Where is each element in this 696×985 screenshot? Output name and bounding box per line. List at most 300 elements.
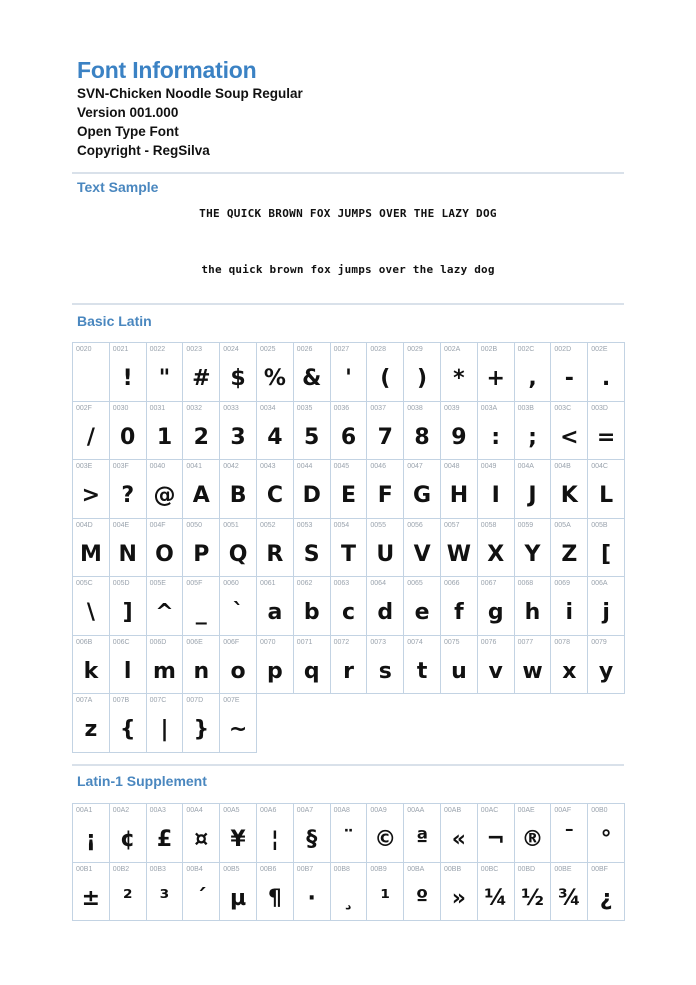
glyph-code: 0071: [296, 638, 313, 646]
glyph-cell: [219, 342, 257, 402]
glyph-sample: *: [453, 366, 465, 391]
glyph-sample: I: [491, 483, 500, 508]
glyph-cell: [330, 459, 368, 519]
glyph-cell: [219, 459, 257, 519]
glyph-sample: 1: [156, 424, 173, 450]
glyph-code: 00B8: [333, 865, 350, 873]
glyph-cell: [587, 342, 625, 402]
glyph-code: 00AF: [554, 807, 572, 814]
glyph-sample: ~: [228, 717, 248, 742]
glyph-code: 00B0: [591, 807, 608, 814]
glyph-sample: ]: [122, 600, 133, 625]
glyph-code: 007E: [223, 697, 240, 704]
glyph-code: 00AA: [407, 807, 425, 814]
glyph-sample: y: [598, 658, 614, 684]
glyph-cell: [550, 401, 588, 461]
glyph-code: 007D: [186, 697, 204, 704]
latin1-supplement-grid: [72, 803, 624, 920]
glyph-code: 00B2: [112, 865, 130, 873]
glyph-sample: v: [488, 658, 503, 684]
glyph-cell: [330, 401, 368, 461]
glyph-cell: [366, 803, 404, 863]
glyph-cell: [477, 803, 515, 863]
glyph-cell: [256, 518, 294, 578]
glyph-sample: V: [413, 541, 431, 567]
glyph-sample: ): [417, 366, 428, 391]
section-heading-latin1-supplement: Latin-1 Supplement: [77, 773, 207, 789]
glyph-cell: [477, 862, 515, 922]
glyph-cell: [587, 459, 625, 519]
glyph-sample: @: [153, 483, 176, 508]
glyph-sample: K: [560, 483, 578, 508]
glyph-code: 0069: [554, 580, 570, 587]
glyph-cell: [440, 518, 478, 578]
glyph-sample: ¾: [557, 885, 581, 911]
glyph-code: 0050: [186, 521, 202, 529]
glyph-sample: C: [266, 483, 283, 508]
divider: [72, 764, 624, 766]
glyph-sample: ©: [374, 827, 397, 852]
glyph-code: 006D: [149, 638, 167, 646]
glyph-sample: ¶: [267, 885, 282, 911]
glyph-code: 006A: [591, 580, 608, 587]
glyph-cell: [514, 342, 552, 402]
glyph-sample: m: [153, 658, 176, 684]
glyph-cell: [219, 693, 257, 753]
glyph-code: 00A1: [76, 807, 93, 814]
glyph-sample: ¹: [380, 885, 391, 911]
glyph-code: 0033: [223, 404, 239, 412]
glyph-code: 006B: [76, 638, 93, 646]
glyph-cell: [293, 635, 331, 695]
glyph-cell: [550, 635, 588, 695]
glyph-cell: [550, 862, 588, 922]
glyph-code: 004D: [76, 521, 93, 529]
glyph-code: 0079: [591, 638, 607, 646]
glyph-sample: O: [155, 541, 174, 567]
glyph-code: 00BB: [444, 865, 462, 873]
glyph-cell: [330, 635, 368, 695]
glyph-sample: _: [195, 600, 207, 625]
glyph-cell: [587, 401, 625, 461]
glyph-sample: #: [192, 366, 211, 391]
glyph-code: 004C: [591, 463, 608, 470]
glyph-cell: [72, 342, 110, 402]
glyph-cell: [182, 518, 220, 578]
glyph-sample: N: [118, 541, 137, 567]
glyph-sample: ¨: [342, 827, 354, 852]
glyph-code: 007B: [112, 697, 130, 704]
glyph-sample: !: [122, 366, 133, 391]
glyph-cell: [330, 342, 368, 402]
glyph-code: 00A4: [186, 807, 203, 814]
glyph-cell: [182, 693, 220, 753]
glyph-code: 00B1: [76, 865, 93, 873]
glyph-code: 005E: [149, 580, 166, 587]
glyph-sample: z: [84, 717, 98, 742]
glyph-code: 0070: [260, 638, 276, 646]
glyph-cell: [109, 459, 147, 519]
glyph-sample: ¼: [484, 885, 508, 911]
glyph-sample: ¥: [230, 827, 246, 852]
glyph-sample: ¿: [599, 885, 613, 911]
glyph-code: 003C: [554, 404, 572, 412]
glyph-code: 003A: [480, 404, 498, 412]
glyph-sample: X: [487, 541, 505, 567]
glyph-code: 0054: [333, 521, 350, 529]
glyph-sample: [: [601, 541, 612, 567]
glyph-cell: [109, 576, 147, 636]
glyph-sample: º: [415, 885, 429, 911]
glyph-cell: [146, 635, 184, 695]
glyph-cell: [293, 401, 331, 461]
glyph-cell: [293, 803, 331, 863]
glyph-code: 0066: [444, 580, 460, 587]
glyph-cell: [587, 803, 625, 863]
glyph-code: 002E: [591, 346, 608, 353]
glyph-sample: 2: [193, 424, 209, 450]
glyph-cell: [587, 862, 625, 922]
glyph-cell: [219, 401, 257, 461]
glyph-sample: <: [560, 424, 579, 450]
glyph-sample: 0: [120, 424, 136, 450]
glyph-cell: [550, 342, 588, 402]
glyph-sample: M: [79, 541, 102, 567]
glyph-code: 003F: [112, 463, 129, 470]
glyph-code: 0078: [554, 638, 570, 646]
glyph-code: 003B: [517, 404, 534, 412]
glyph-code: 00A5: [223, 807, 240, 814]
glyph-cell: [366, 862, 404, 922]
glyph-cell: [146, 518, 184, 578]
glyph-sample: ¢: [120, 827, 136, 852]
glyph-cell: [109, 401, 147, 461]
glyph-code: 0060: [223, 580, 239, 587]
glyph-code: 0038: [407, 404, 423, 412]
glyph-cell: [146, 576, 184, 636]
glyph-cell: [366, 576, 404, 636]
glyph-cell: [330, 862, 368, 922]
glyph-sample: ²: [122, 885, 133, 911]
glyph-sample: D: [302, 483, 321, 508]
section-heading-basic-latin: Basic Latin: [77, 313, 152, 329]
glyph-code: 0026: [296, 346, 313, 353]
glyph-cell: [182, 862, 220, 922]
glyph-sample: ¤: [194, 827, 209, 852]
glyph-code: 0034: [260, 404, 276, 412]
glyph-cell: [293, 342, 331, 402]
glyph-cell: [550, 576, 588, 636]
glyph-code: 0047: [407, 463, 423, 470]
glyph-sample: .: [601, 366, 611, 391]
glyph-cell: [587, 518, 625, 578]
glyph-sample: ": [158, 366, 171, 391]
glyph-code: 0072: [333, 638, 350, 646]
glyph-sample: ^: [155, 600, 174, 625]
glyph-cell: [109, 803, 147, 863]
glyph-code: 0027: [333, 346, 350, 353]
glyph-sample: f: [454, 600, 464, 625]
glyph-code: 002B: [480, 346, 498, 353]
glyph-sample: H: [449, 483, 469, 508]
glyph-sample: b: [303, 600, 320, 625]
glyph-cell: [219, 803, 257, 863]
glyph-sample: }: [193, 717, 210, 742]
glyph-sample: {: [119, 717, 136, 742]
section-heading-text-sample: Text Sample: [77, 179, 159, 195]
glyph-sample: t: [416, 658, 428, 684]
glyph-sample: J: [528, 483, 537, 508]
glyph-sample: p: [267, 658, 283, 684]
glyph-code: 0028: [370, 346, 386, 353]
glyph-cell: [72, 803, 110, 863]
glyph-sample: |: [160, 717, 169, 742]
glyph-code: 006F: [223, 638, 240, 646]
glyph-code: 004A: [517, 463, 534, 470]
glyph-sample: Z: [561, 541, 578, 567]
glyph-code: 00BC: [480, 865, 499, 873]
glyph-code: 0037: [370, 404, 386, 412]
glyph-sample: l: [123, 658, 132, 684]
glyph-sample: &: [302, 366, 322, 391]
glyph-cell: [256, 342, 294, 402]
font-type: Open Type Font: [77, 124, 179, 139]
glyph-code: 0076: [480, 638, 497, 646]
glyph-code: 00B9: [370, 865, 387, 873]
glyph-cell: [256, 401, 294, 461]
glyph-cell: [330, 576, 368, 636]
glyph-cell: [256, 576, 294, 636]
glyph-cell: [182, 459, 220, 519]
glyph-code: 0074: [407, 638, 423, 646]
glyph-cell: [514, 803, 552, 863]
glyph-code: 0058: [480, 521, 497, 529]
glyph-sample: ·: [307, 885, 316, 911]
sample-uppercase: THE QUICK BROWN FOX JUMPS OVER THE LAZY DOG: [199, 207, 497, 220]
glyph-cell: [514, 518, 552, 578]
glyph-cell: [440, 635, 478, 695]
glyph-cell: [403, 803, 441, 863]
glyph-sample: ?: [121, 483, 135, 508]
glyph-code: 004F: [149, 521, 166, 529]
glyph-cell: [219, 862, 257, 922]
glyph-sample: ¦: [270, 827, 279, 852]
glyph-sample: -: [564, 366, 574, 391]
page-title: Font Information: [77, 57, 257, 83]
glyph-sample: ³: [159, 885, 170, 911]
glyph-cell: [293, 518, 331, 578]
glyph-code: 0052: [260, 521, 276, 529]
glyph-cell: [403, 862, 441, 922]
glyph-sample: µ: [229, 885, 247, 911]
glyph-sample: P: [193, 541, 210, 567]
glyph-sample: «: [451, 827, 466, 852]
glyph-sample: B: [229, 483, 247, 508]
glyph-code: 003E: [76, 463, 93, 470]
glyph-cell: [440, 342, 478, 402]
basic-latin-grid: [72, 342, 624, 753]
glyph-cell: [72, 401, 110, 461]
glyph-cell: [477, 342, 515, 402]
glyph-sample: $: [230, 366, 246, 391]
glyph-cell: [403, 401, 441, 461]
glyph-sample: »: [451, 885, 466, 911]
glyph-cell: [146, 459, 184, 519]
glyph-sample: =: [596, 424, 616, 450]
glyph-cell: [72, 862, 110, 922]
glyph-cell: [514, 635, 552, 695]
glyph-cell: [219, 576, 257, 636]
glyph-cell: [109, 693, 147, 753]
glyph-code: 0044: [296, 463, 313, 470]
glyph-sample: ;: [528, 424, 537, 450]
glyph-code: 0073: [370, 638, 386, 646]
glyph-sample: +: [486, 366, 505, 391]
glyph-code: 00BD: [517, 865, 536, 873]
glyph-code: 0040: [149, 463, 166, 470]
glyph-code: 00A3: [149, 807, 166, 814]
glyph-cell: [182, 342, 220, 402]
glyph-code: 00B6: [260, 865, 277, 873]
glyph-code: 0025: [260, 346, 276, 353]
glyph-code: 00BF: [591, 865, 608, 873]
glyph-cell: [366, 635, 404, 695]
glyph-code: 003D: [591, 404, 608, 412]
glyph-sample: Y: [524, 541, 541, 567]
glyph-cell: [293, 459, 331, 519]
glyph-sample: ¡: [85, 827, 96, 852]
glyph-cell: [366, 459, 404, 519]
glyph-cell: [477, 635, 515, 695]
glyph-code: 0063: [333, 580, 350, 587]
glyph-code: 00B4: [186, 865, 203, 873]
glyph-cell: [477, 576, 515, 636]
glyph-cell: [477, 518, 515, 578]
glyph-sample: \: [86, 600, 95, 625]
glyph-code: 006C: [112, 638, 130, 646]
glyph-cell: [109, 518, 147, 578]
glyph-code: 00A8: [333, 807, 350, 814]
glyph-code: 0039: [444, 404, 460, 412]
glyph-code: 005F: [186, 580, 203, 587]
glyph-code: 0036: [333, 404, 350, 412]
glyph-code: 0075: [444, 638, 460, 646]
glyph-code: 0022: [149, 346, 166, 353]
glyph-code: 002C: [517, 346, 535, 353]
glyph-code: 00A6: [260, 807, 277, 814]
sample-lowercase: the quick brown fox jumps over the lazy dog: [201, 263, 495, 276]
glyph-code: 00B7: [296, 865, 314, 873]
glyph-cell: [440, 459, 478, 519]
glyph-sample: S: [303, 541, 320, 567]
glyph-sample: 7: [377, 424, 393, 450]
glyph-sample: U: [376, 541, 395, 567]
glyph-sample: T: [340, 541, 356, 567]
glyph-cell: [182, 401, 220, 461]
glyph-sample: [73, 359, 109, 399]
glyph-sample: a: [267, 600, 283, 625]
glyph-cell: [72, 635, 110, 695]
glyph-code: 0045: [333, 463, 350, 470]
glyph-cell: [587, 635, 625, 695]
glyph-sample: u: [451, 658, 467, 684]
glyph-sample: 6: [340, 424, 357, 450]
glyph-sample: %: [263, 366, 286, 391]
glyph-cell: [403, 635, 441, 695]
glyph-code: 004E: [112, 521, 130, 529]
glyph-sample: x: [562, 658, 577, 684]
glyph-cell: [477, 459, 515, 519]
glyph-code: 007A: [76, 697, 93, 704]
glyph-code: 0043: [260, 463, 276, 470]
glyph-sample: 3: [230, 424, 246, 450]
glyph-sample: £: [156, 827, 173, 852]
glyph-sample: j: [602, 600, 610, 625]
glyph-code: 005A: [554, 521, 571, 529]
glyph-sample: E: [340, 483, 356, 508]
glyph-cell: [550, 459, 588, 519]
glyph-cell: [403, 342, 441, 402]
glyph-code: 0065: [407, 580, 423, 587]
glyph-sample: 8: [414, 424, 430, 450]
glyph-cell: [403, 518, 441, 578]
glyph-sample: :: [491, 424, 501, 450]
glyph-cell: [587, 576, 625, 636]
glyph-code: 0032: [186, 404, 202, 412]
glyph-sample: ': [345, 366, 352, 391]
glyph-sample: ¯: [563, 827, 575, 852]
glyph-code: 007C: [149, 697, 167, 704]
glyph-code: 0064: [370, 580, 386, 587]
glyph-sample: d: [377, 600, 394, 625]
glyph-cell: [256, 459, 294, 519]
glyph-cell: [72, 518, 110, 578]
glyph-code: 0051: [223, 521, 239, 529]
glyph-sample: F: [377, 483, 393, 508]
glyph-code: 005D: [112, 580, 130, 587]
glyph-sample: W: [446, 541, 472, 567]
glyph-code: 0056: [407, 521, 423, 529]
glyph-code: 0046: [370, 463, 386, 470]
glyph-code: 0067: [480, 580, 497, 587]
glyph-code: 00A2: [112, 807, 130, 814]
glyph-sample: s: [378, 658, 392, 684]
glyph-sample: e: [414, 600, 430, 625]
glyph-code: 0059: [517, 521, 534, 529]
glyph-cell: [256, 862, 294, 922]
glyph-code: 0041: [186, 463, 202, 470]
glyph-cell: [514, 576, 552, 636]
glyph-sample: 9: [451, 424, 467, 450]
glyph-sample: L: [599, 483, 614, 508]
glyph-cell: [219, 518, 257, 578]
glyph-code: 0021: [112, 346, 129, 353]
glyph-sample: /: [86, 424, 95, 450]
glyph-sample: ®: [521, 827, 544, 852]
glyph-code: 0029: [407, 346, 423, 353]
glyph-sample: (: [380, 366, 391, 391]
glyph-cell: [109, 635, 147, 695]
glyph-cell: [72, 576, 110, 636]
glyph-code: 004B: [554, 463, 571, 470]
divider: [72, 303, 624, 305]
glyph-cell: [146, 401, 184, 461]
glyph-code: 00B5: [223, 865, 240, 873]
glyph-sample: 4: [267, 424, 283, 450]
glyph-sample: n: [193, 658, 210, 684]
glyph-sample: ,: [528, 366, 537, 391]
glyph-cell: [256, 803, 294, 863]
